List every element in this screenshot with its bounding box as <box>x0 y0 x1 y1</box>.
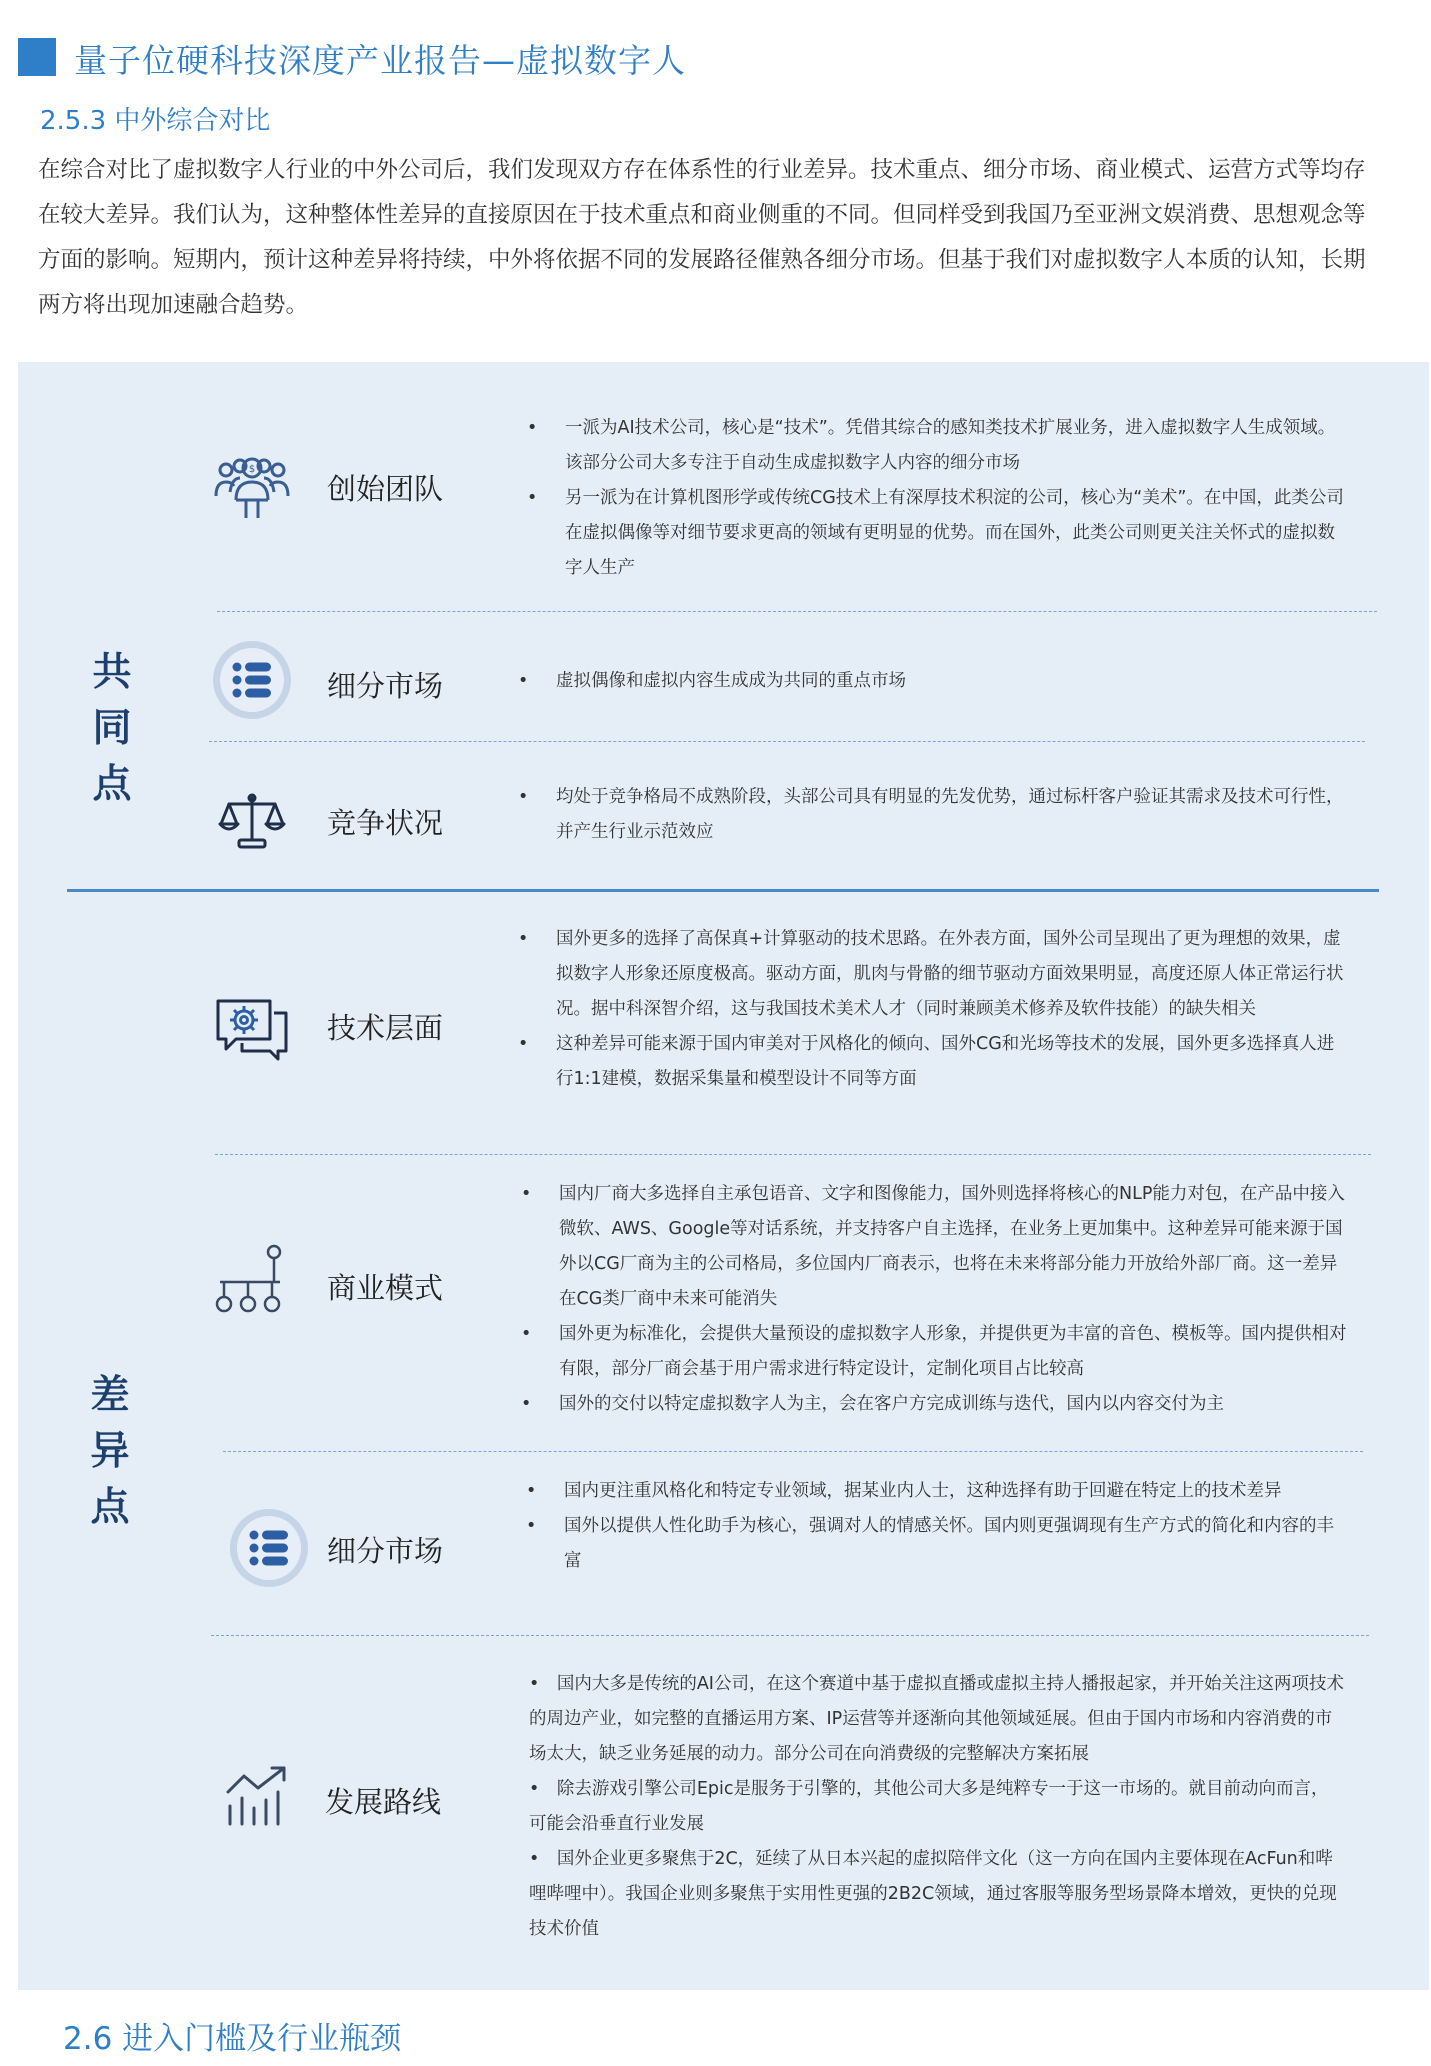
list-item: • 国内大多是传统的AI公司，在这个赛道中基于虚拟直播或虚拟主持人播报起家，并开始关注这两项技术的周边产业，如完整的直播运用方案、IP运营等并逐渐向其他领域延展。但由于国内市场和内容消费的市场太大，缺乏业务延展的动力。部分公司在向消费级的完整解决方案拓展 <box>529 1674 1344 1764</box>
divider <box>215 1154 1371 1155</box>
growth-chart-icon <box>218 1756 298 1836</box>
intro-paragraph: 在综合对比了虚拟数字人行业的中外公司后，我们发现双方存在体系性的行业差异。技术重点、细分市场、商业模式、运营方式等均存在较大差异。我们认为，这种整体性差异的直接原因在于技术重点和商业侧重的不同。但同样受到我国乃至亚洲文娱消费、思想观念等方面的影响。短期内，预计这种差异将持续，中外将依据不同的发展路径催熟各细分市场。但基于我们对虚拟数字人本质的认知，长期两方将出现加速融合趋势。 <box>38 157 1366 318</box>
next-section-title: 2.6 进入门槛及行业瓶颈 <box>63 2021 402 2057</box>
list-item: • 国外更多的选择了高保真+计算驱动的技术思路。在外表方面，国外公司呈现出了更为理想的效果，虚拟数字人形象还原度极高。驱动方面，肌肉与骨骼的细节驱动方面效果明显，高度还原人体正常运行状况。据中科深智介绍，这与我国技术美术人才（同时兼顾美术修养及软件技能）的缺失相关 <box>516 922 1346 1027</box>
list-item: • 国内厂商大多选择自主承包语音、文字和图像能力，国外则选择将核心的NLP能力对包，在产品中接入微软、AWS、Google等对话系统，并支持客户自主选择，在业务上更加集中。这种差异可能来源于国外以CG厂商为主的公司格局，多位国内厂商表示，也将在未来将部分能力开放给外部厂商。这一差异在CG类厂商中未来可能消失 <box>519 1177 1349 1317</box>
list-item: • 另一派为在计算机图形学或传统CG技术上有深厚技术积淀的公司，核心为“美术”。在中国，此类公司在虚拟偶像等对细节要求更高的领域有更明显的优势。而在国外，此类公司则更关注关怀式的虚拟数字人生产 <box>525 481 1345 586</box>
bullets-technology <box>516 922 1346 1097</box>
bullets-business-model <box>519 1177 1349 1422</box>
row-title-segment-diff: 细分市场 <box>327 1534 444 1568</box>
list-item: • 均处于竞争格局不成熟阶段，头部公司具有明显的先发优势，通过标杆客户验证其需求及技术可行性，并产生行业示范效应 <box>516 780 1356 850</box>
row-title-technology: 技术层面 <box>327 1011 444 1045</box>
list-item: • 一派为AI技术公司，核心是“技术”。凭借其综合的感知类技术扩展业务，进入虚拟数字人生成领域。该部分公司大多专注于自动生成虚拟数字人内容的细分市场 <box>525 411 1345 481</box>
bullets-development-route <box>529 1667 1344 1947</box>
row-title-segment-common: 细分市场 <box>327 669 444 703</box>
report-title: 量子位硬科技深度产业报告—虚拟数字人 <box>74 41 686 80</box>
svg-text:$: $ <box>248 464 256 475</box>
row-title-competition: 竞争状况 <box>327 806 444 840</box>
list-icon <box>212 640 292 720</box>
list-item: • 除去游戏引擎公司Epic是服务于引擎的，其他公司大多是纯粹专一于这一市场的。就目前动向而言，可能会沿垂直行业发展 <box>529 1779 1329 1834</box>
header-square-icon <box>18 38 56 76</box>
list-item: • 国外企业更多聚焦于2C，延续了从日本兴起的虚拟陪伴文化（这一方向在国内主要体现在AcFun和哔哩哔哩中）。我国企业则多聚焦于实用性更强的2B2C领域，通过客服等服务型场景降本增效，更快的兑现技术价值 <box>529 1849 1337 1939</box>
list-item: • 国外更为标准化，会提供大量预设的虚拟数字人形象，并提供更为丰富的音色、模板等。国内提供相对有限，部分厂商会基于用户需求进行特定设计，定制化项目占比较高 <box>519 1317 1349 1387</box>
row-title-business-model: 商业模式 <box>327 1271 444 1305</box>
section-divider <box>67 889 1379 892</box>
differences-label: 差异点 <box>90 1373 130 1530</box>
similarities-label: 共同点 <box>92 650 132 807</box>
row-title-founding-team: 创始团队 <box>327 472 444 506</box>
balance-scale-icon <box>212 782 292 862</box>
bullets-segment-diff <box>524 1474 1344 1579</box>
divider <box>223 1451 1363 1452</box>
org-chart-icon <box>212 1240 292 1320</box>
list-item: • 国外的交付以特定虚拟数字人为主，会在客户方完成训练与迭代，国内以内容交付为主 <box>519 1387 1349 1422</box>
bullets-competition <box>516 780 1356 850</box>
list-item: • 虚拟偶像和虚拟内容生成成为共同的重点市场 <box>516 664 1336 699</box>
gear-chat-icon <box>212 990 292 1070</box>
list-item: • 这种差异可能来源于国内审美对于风格化的倾向、国外CG和光场等技术的发展，国外更多选择真人进行1:1建模，数据采集量和模型设计不同等方面 <box>516 1027 1346 1097</box>
divider <box>217 611 1377 612</box>
list-item: • 国内更注重风格化和特定专业领域，据某业内人士，这种选择有助于回避在特定上的技术差异 <box>524 1474 1344 1509</box>
team-icon <box>212 448 292 528</box>
list-icon <box>229 1508 309 1588</box>
row-title-development-route: 发展路线 <box>325 1785 442 1819</box>
list-item: • 国外以提供人性化助手为核心，强调对人的情感关怀。国内则更强调现有生产方式的简化和内容的丰富 <box>524 1509 1344 1579</box>
bullets-segment-common <box>516 664 1336 699</box>
bullets-founding-team <box>525 411 1345 586</box>
divider <box>209 741 1365 742</box>
section-title: 2.5.3 中外综合对比 <box>40 106 271 136</box>
divider <box>211 1635 1369 1636</box>
